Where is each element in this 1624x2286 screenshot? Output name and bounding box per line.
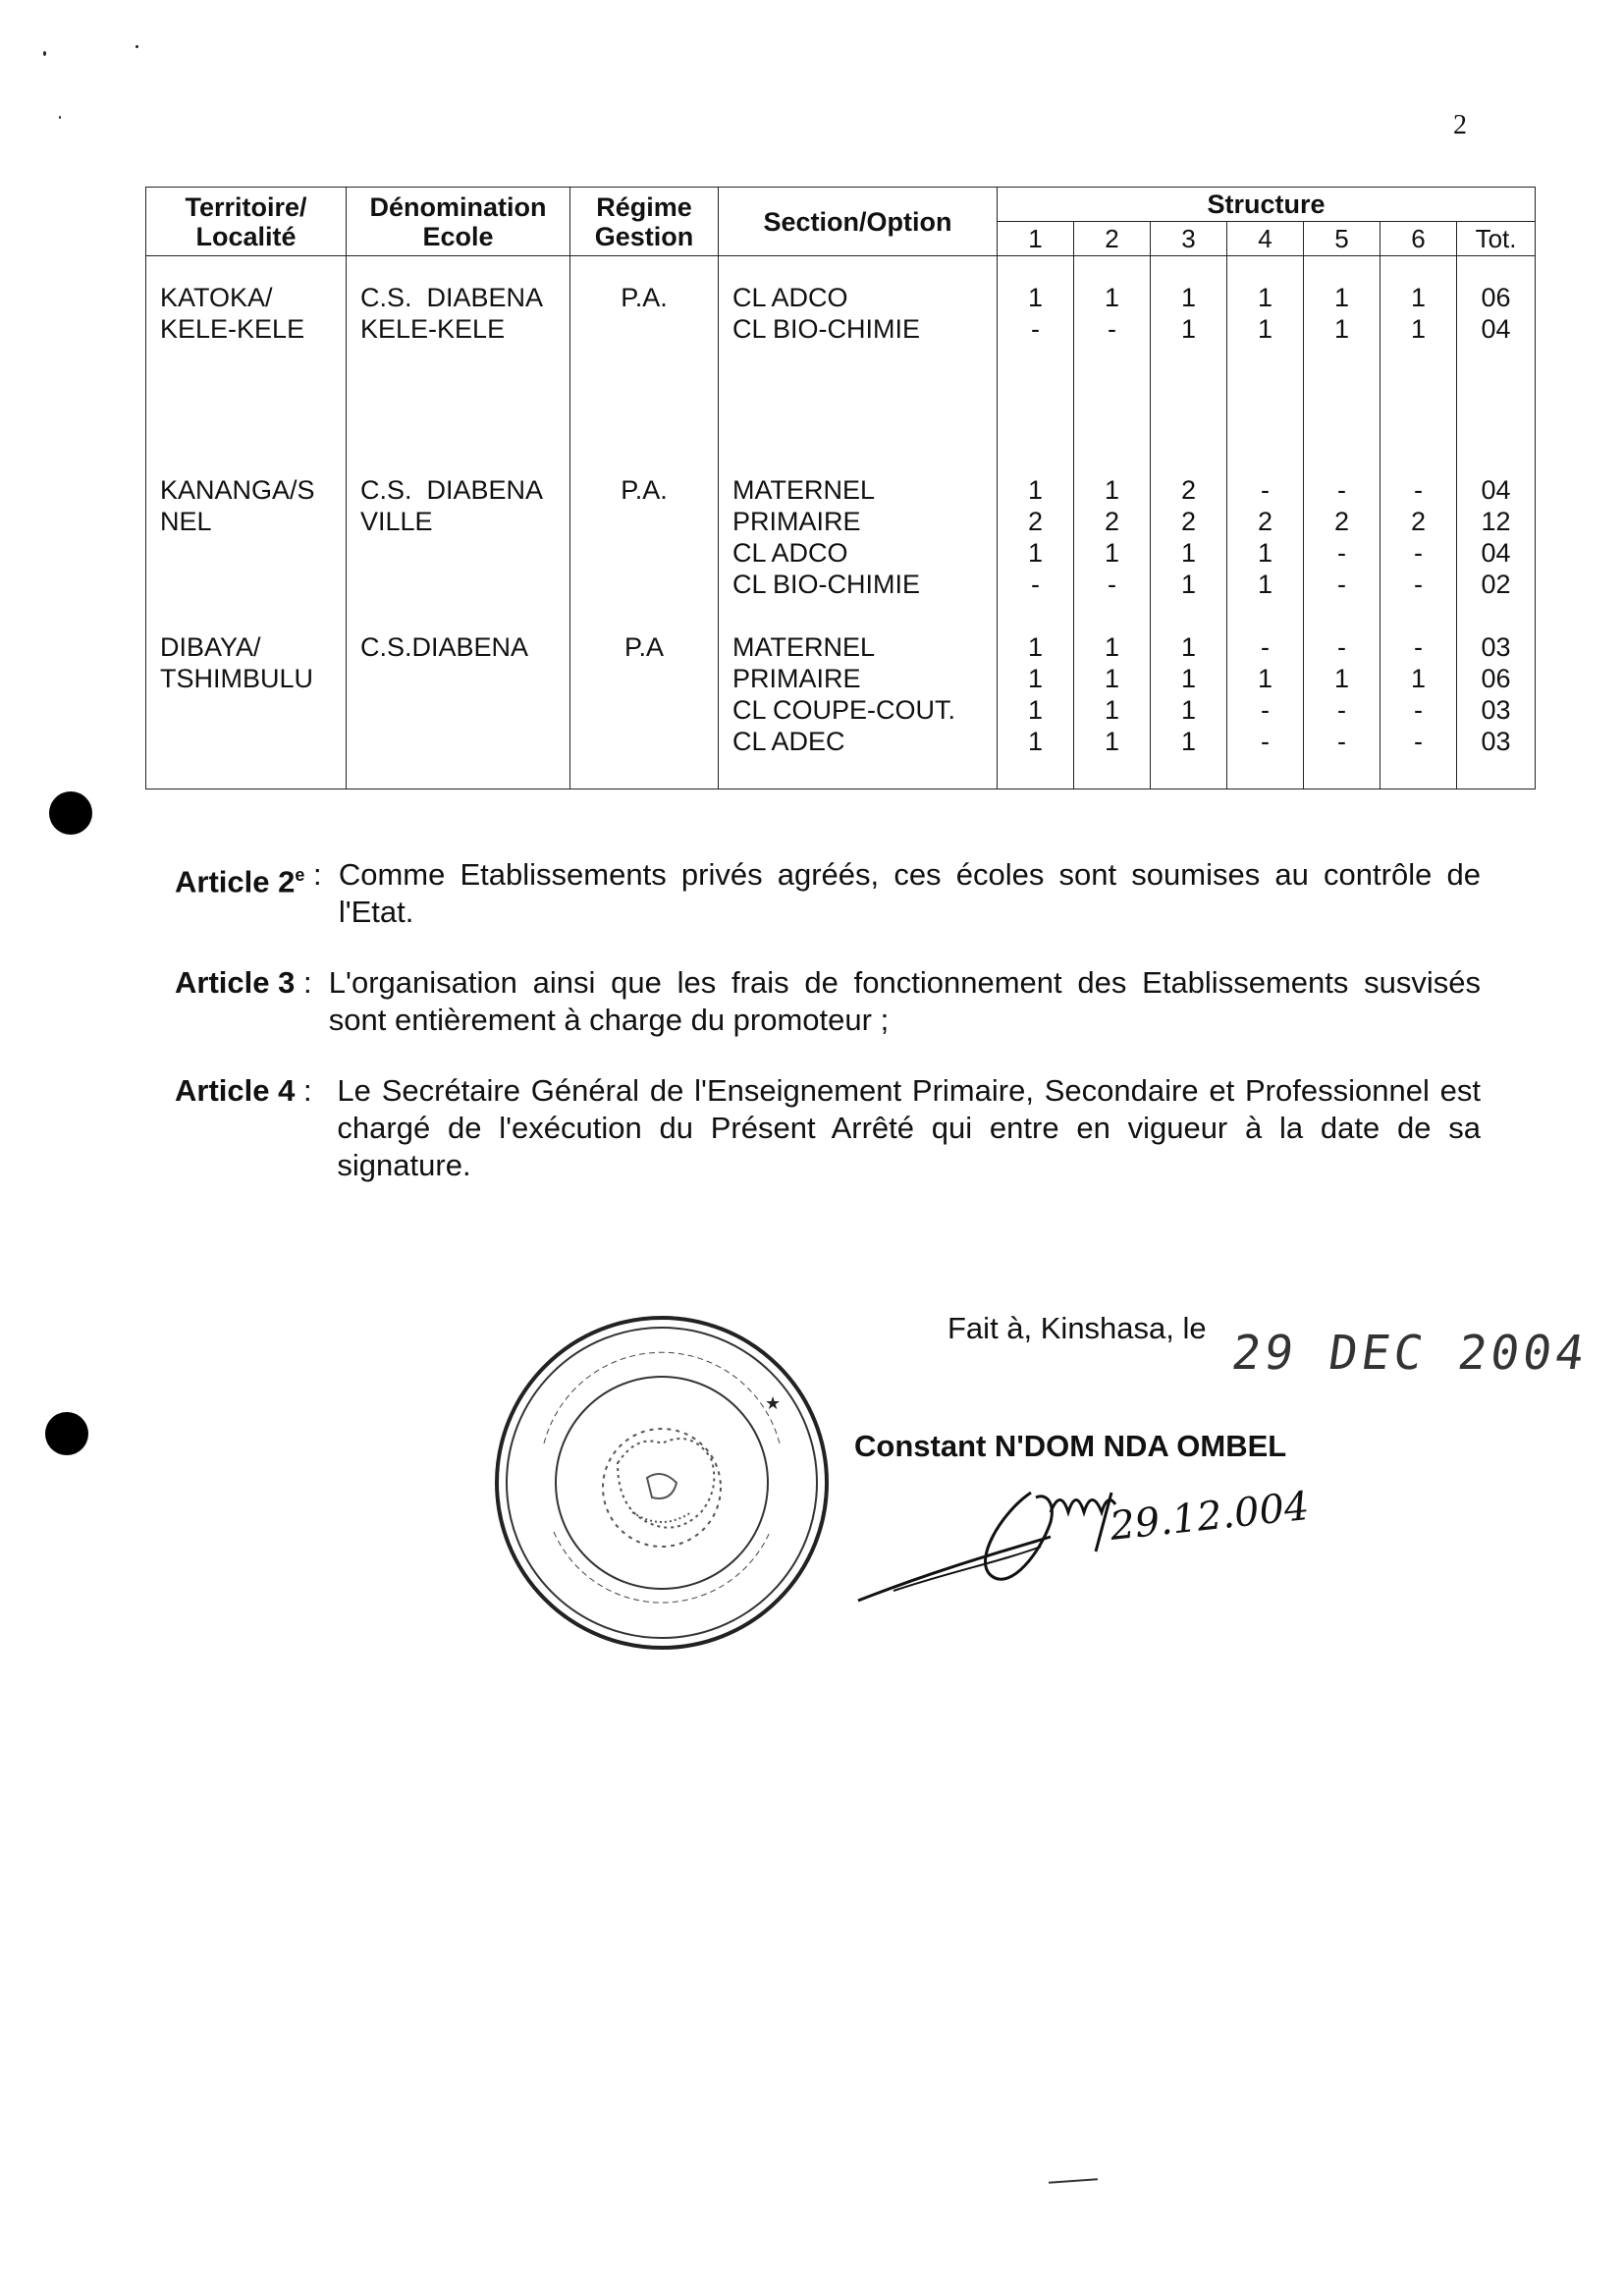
seal-emblem xyxy=(603,1429,721,1547)
header-territoire: Territoire/ Localité xyxy=(146,188,347,256)
cell-col-tot: 06 04 xyxy=(1457,256,1536,475)
article-4: Article 4 : Le Secrétaire Général de l'Enseignement Primaire, Secondaire et Professionnel est chargé de l'exécution du Présent Arrêté qui entre en vigueur à la date de sa signature. xyxy=(175,1073,1481,1182)
cell-section: CL ADCO CL BIO-CHIMIE xyxy=(719,256,998,475)
cell-col-3: 1 1 1 1 xyxy=(1151,631,1227,789)
article-text: Comme Etablissements privés agréés, ces écoles sont soumises au contrôle de l'Etat. xyxy=(338,857,1481,929)
cell-col-tot: 04 12 04 02 xyxy=(1457,474,1536,631)
place-date: Fait à, Kinshasa, le xyxy=(947,1311,1207,1345)
cell-col-4: - 2 1 1 xyxy=(1227,474,1304,631)
svg-text:★: ★ xyxy=(765,1393,782,1414)
cell-col-1: 1 1 1 1 xyxy=(998,631,1074,789)
punch-hole xyxy=(45,1412,88,1455)
handwritten-date: 29.12.004 xyxy=(1108,1483,1312,1550)
handwritten-signature xyxy=(854,1453,1326,1630)
article-2: Article 2e : Comme Etablissements privés agréés, ces écoles sont soumises au contrôle de l'Etat. xyxy=(175,857,1481,929)
cell-ecole: C.S. DIABENA KELE-KELE xyxy=(347,256,570,475)
structure-table xyxy=(145,187,1536,789)
header-regime: Régime Gestion xyxy=(570,188,719,256)
cell-ecole: C.S.DIABENA xyxy=(347,631,570,789)
cell-col-4: - 1 - - xyxy=(1227,631,1304,789)
header-col-5: 5 xyxy=(1304,222,1380,256)
header-col-6: 6 xyxy=(1380,222,1457,256)
cell-col-5: 1 1 xyxy=(1304,256,1380,475)
scan-speck xyxy=(135,45,138,48)
cell-col-tot: 03 06 03 03 xyxy=(1457,631,1536,789)
cell-col-2: 1 - xyxy=(1074,256,1151,475)
table-row xyxy=(146,474,1536,631)
cell-territoire: KANANGA/S NEL xyxy=(146,474,347,631)
scan-speck xyxy=(59,116,61,119)
article-label: Article 3 xyxy=(175,965,296,1000)
cell-section: MATERNEL PRIMAIRE CL COUPE-COUT. CL ADEC xyxy=(719,631,998,789)
table-row xyxy=(146,256,1536,475)
cell-col-4: 1 1 xyxy=(1227,256,1304,475)
cell-col-3: 1 1 xyxy=(1151,256,1227,475)
cell-section: MATERNEL PRIMAIRE CL ADCO CL BIO-CHIMIE xyxy=(719,474,998,631)
official-seal xyxy=(485,1306,839,1660)
articles xyxy=(175,856,1481,1218)
cell-col-5: - 2 - - xyxy=(1304,474,1380,631)
header-denomination: Dénomination Ecole xyxy=(347,188,570,256)
cell-territoire: KATOKA/ KELE-KELE xyxy=(146,256,347,475)
article-3: Article 3 : L'organisation ainsi que les frais de fonctionnement des Etablissements susvisés sont entièrement à charge du promoteur ; xyxy=(175,965,1481,1037)
header-col-2: 2 xyxy=(1074,222,1151,256)
cell-territoire: DIBAYA/ TSHIMBULU xyxy=(146,631,347,789)
cell-col-6: - 2 - - xyxy=(1380,474,1457,631)
punch-hole xyxy=(49,791,92,835)
cell-col-6: - 1 - - xyxy=(1380,631,1457,789)
article-label: Article 4 xyxy=(175,1073,296,1108)
cell-regime: P.A xyxy=(570,631,719,789)
cell-col-6: 1 1 xyxy=(1380,256,1457,475)
article-text: L'organisation ainsi que les frais de fonctionnement des Etablissements susvisés sont entièrement à charge du promoteur ; xyxy=(328,965,1481,1037)
cell-col-2: 1 2 1 - xyxy=(1074,474,1151,631)
header-structure: Structure xyxy=(998,188,1536,222)
bottom-dash xyxy=(1049,2178,1098,2183)
page-number: 2 xyxy=(1453,110,1467,140)
cell-regime: P.A. xyxy=(570,256,719,475)
scan-speck xyxy=(43,51,46,56)
article-label: Article 2e xyxy=(175,864,305,899)
cell-col-2: 1 1 1 1 xyxy=(1074,631,1151,789)
header-col-3: 3 xyxy=(1151,222,1227,256)
cell-col-5: - 1 - - xyxy=(1304,631,1380,789)
cell-regime: P.A. xyxy=(570,474,719,631)
header-col-tot: Tot. xyxy=(1457,222,1536,256)
header-col-1: 1 xyxy=(998,222,1074,256)
stamp-date: 29 DEC 2004 xyxy=(1228,1326,1592,1381)
cell-col-3: 2 2 1 1 xyxy=(1151,474,1227,631)
cell-col-1: 1 2 1 - xyxy=(998,474,1074,631)
signatory-name: Constant N'DOM NDA OMBEL xyxy=(854,1429,1287,1463)
article-text: Le Secrétaire Général de l'Enseignement Primaire, Secondaire et Professionnel est chargé de l'exécution du Présent Arrêté qui entre en vigueur à la date de sa signature. xyxy=(337,1073,1481,1182)
cell-col-1: 1 - xyxy=(998,256,1074,475)
cell-ecole: C.S. DIABENA VILLE xyxy=(347,474,570,631)
table-row xyxy=(146,631,1536,789)
header-section: Section/Option xyxy=(719,188,998,256)
header-col-4: 4 xyxy=(1227,222,1304,256)
